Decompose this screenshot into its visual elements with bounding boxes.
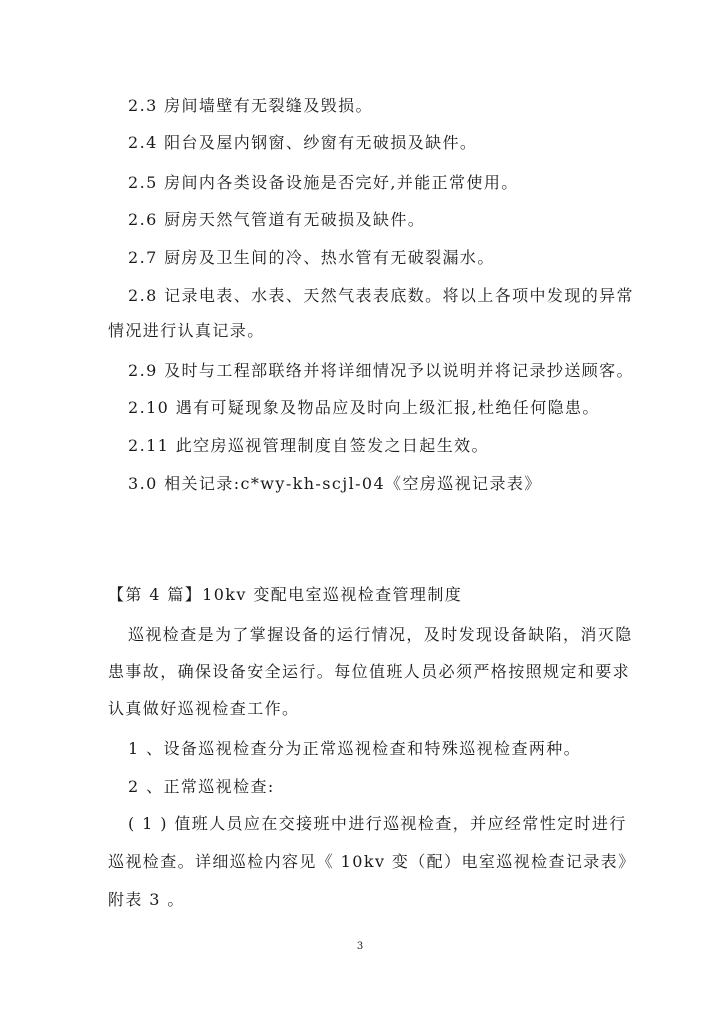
text-line-2-4: 2.4 阳台及屋内钢窗、纱窗有无破损及缺件。: [128, 133, 478, 152]
text-line-2-8-cont: 情况进行认真记录。: [108, 321, 265, 340]
section-heading: 【第 4 篇】10kv 变配电室巡视检查管理制度: [108, 585, 463, 604]
text-line-2-6: 2.6 厨房天然气管道有无破损及缺件。: [128, 210, 426, 229]
item-line-2: 2 、正常巡视检查:: [128, 777, 275, 796]
text-line-2-11: 2.11 此空房巡视管理制度自签发之日起生效。: [128, 436, 489, 455]
text-line-2-7: 2.7 厨房及卫生间的冷、热水管有无破裂漏水。: [128, 248, 495, 267]
paragraph-line-1: 巡视检查是为了掌握设备的运行情况，及时发现设备缺陷，消灭隐: [128, 625, 633, 644]
text-line-2-9: 2.9 及时与工程部联络并将详细情况予以说明并将记录抄送顾客。: [128, 361, 634, 380]
item-line-1: 1 、设备巡视检查分为正常巡视检查和特殊巡视检查两种。: [128, 739, 582, 758]
subitem-line-2: 巡视检查。详细巡检内容见《 10kv 变（配）电室巡视检查记录表》: [108, 852, 636, 871]
text-line-2-10: 2.10 遇有可疑现象及物品应及时向上级汇报,杜绝任何隐患。: [128, 398, 600, 417]
text-line-2-8: 2.8 记录电表、水表、天然气表表底数。将以上各项中发现的异常: [128, 286, 634, 305]
text-line-3-0: 3.0 相关记录:c*wy-kh-scjl-04《空房巡视记录表》: [128, 474, 542, 493]
subitem-line-1: ( 1 ) 值班人员应在交接班中进行巡视检查，并应经常性定时进行: [128, 814, 627, 833]
text-line-2-3: 2.3 房间墙壁有无裂缝及毁损。: [128, 96, 373, 115]
subitem-line-3: 附表 3 。: [108, 890, 185, 909]
paragraph-line-2: 患事故，确保设备安全运行。每位值班人员必须严格按照规定和要求: [108, 662, 631, 681]
paragraph-line-3: 认真做好巡视检查工作。: [108, 699, 300, 718]
page-number: 3: [356, 941, 364, 952]
text-line-2-5: 2.5 房间内各类设备设施是否完好,并能正常使用。: [128, 173, 519, 192]
